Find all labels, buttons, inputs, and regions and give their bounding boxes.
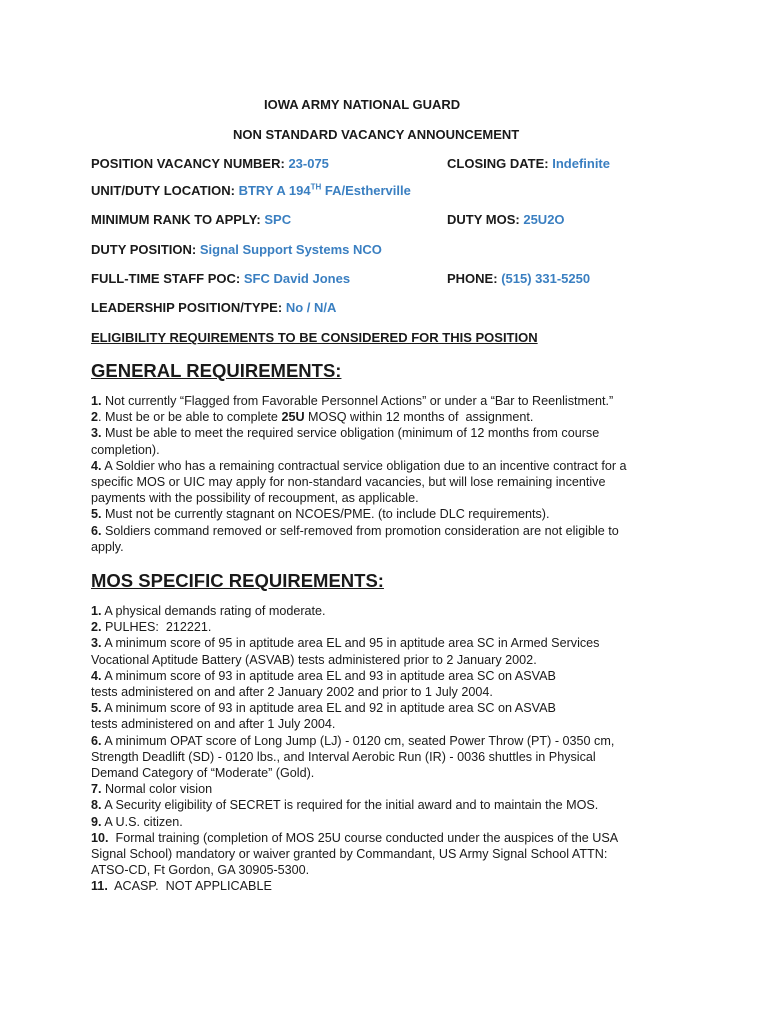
requirement-number: 5. <box>91 507 102 522</box>
position-value: Signal Support Systems NCO <box>199 242 382 257</box>
requirement-text: tests administered on and after 1 July 2004. <box>91 717 336 732</box>
requirement-line <box>91 716 691 732</box>
requirement-text: Soldiers command removed or self-removed from promotion consideration are not eligible to <box>101 523 619 538</box>
requirement-text: A minimum OPAT score of Long Jump (LJ) - 0120 cm, seated Power Throw (PT) - 0350 cm, <box>101 733 615 748</box>
requirement-line <box>91 393 691 409</box>
general-requirements-heading: GENERAL REQUIREMENTS: <box>91 360 342 381</box>
poc-label: FULL-TIME STAFF POC: <box>91 271 241 286</box>
requirement-number: 2 <box>91 410 99 425</box>
requirement-text: specific MOS or UIC may apply for non-standard vacancies, but will lose remaining incentive <box>91 475 606 490</box>
requirement-line <box>91 425 691 441</box>
requirement-line <box>91 409 691 425</box>
leadership-value: No / N/A <box>285 300 337 315</box>
requirement-text: ACASP. NOT APPLICABLE <box>107 879 272 894</box>
requirement-line <box>91 878 691 894</box>
requirement-text: A minimum score of 93 in aptitude area EL and 93 in aptitude area SC on ASVAB <box>101 668 556 683</box>
requirement-number: 11. <box>91 879 108 894</box>
rank-label: MINIMUM RANK TO APPLY: <box>91 212 261 227</box>
requirement-line <box>91 684 691 700</box>
requirement-line <box>91 668 691 684</box>
requirement-line <box>91 635 691 651</box>
rank-value: SPC <box>264 212 292 227</box>
requirement-number: 7. <box>91 782 102 797</box>
pvn-value: 23-075 <box>288 156 329 171</box>
requirement-text: Must be able to meet the required service obligation (minimum of 12 months from course <box>101 426 600 441</box>
requirement-text: Must not be currently stagnant on NCOES/PME. (to include DLC requirements). <box>101 507 550 522</box>
requirement-number: 6. <box>91 733 102 748</box>
requirement-line <box>91 523 691 539</box>
mos-requirements-list <box>91 603 691 895</box>
closing-date <box>447 156 610 171</box>
requirement-text: A minimum score of 93 in aptitude area EL and 92 in aptitude area SC on ASVAB <box>101 701 556 716</box>
requirement-line <box>91 765 691 781</box>
requirement-line <box>91 733 691 749</box>
requirement-text: A U.S. citizen. <box>101 814 183 829</box>
requirement-number: 10. <box>91 830 109 845</box>
requirement-line <box>91 749 691 765</box>
requirement-number: 3. <box>91 426 102 441</box>
requirement-line <box>91 862 691 878</box>
requirement-line <box>91 781 691 797</box>
minimum-rank <box>91 212 291 227</box>
requirement-text: ATSO-CD, Ft Gordon, GA 30905-5300. <box>91 863 310 878</box>
phone-value: (515) 331-5250 <box>501 271 591 286</box>
requirement-text: Vocational Aptitude Battery (ASVAB) tests administered prior to 2 January 2002. <box>91 652 537 667</box>
requirement-text: Demand Category of “Moderate” (Gold). <box>91 766 315 781</box>
full-time-staff-poc <box>91 271 350 286</box>
requirement-text: PULHES: 212221. <box>101 620 212 635</box>
position-label: DUTY POSITION: <box>91 242 197 257</box>
requirement-number: 3. <box>91 636 102 651</box>
requirement-text: Signal School) mandatory or waiver granted by Commandant, US Army Signal School ATTN: <box>91 847 608 862</box>
requirement-number: 4. <box>91 668 102 683</box>
requirement-text: Not currently “Flagged from Favorable Personnel Actions” or under a “Bar to Reenlistment.” <box>101 394 614 408</box>
requirement-line <box>91 490 691 506</box>
requirement-line <box>91 814 691 830</box>
requirement-number: 6. <box>91 523 102 538</box>
closing-value: Indefinite <box>552 156 610 171</box>
mos-label: DUTY MOS: <box>447 212 520 227</box>
requirement-line <box>91 619 691 635</box>
requirement-number: 1. <box>91 394 102 408</box>
poc-value: SFC David Jones <box>243 271 351 286</box>
requirement-line <box>91 506 691 522</box>
requirement-line <box>91 474 691 490</box>
requirement-text: A physical demands rating of moderate. <box>101 604 326 618</box>
leadership-label: LEADERSHIP POSITION/TYPE: <box>91 300 283 315</box>
unit-value: BTRY A 194TH FA/Estherville <box>238 182 411 198</box>
requirement-text: Strength Deadlift (SD) - 0120 lbs., and Interval Aerobic Run (IR) - 0036 shuttles in Physical <box>91 749 596 764</box>
requirement-text: tests administered on and after 2 January 2002 and prior to 1 July 2004. <box>91 685 493 700</box>
requirement-text: Formal training (completion of MOS 25U course conducted under the auspices of the USA <box>108 830 619 845</box>
requirement-line <box>91 797 691 813</box>
requirement-line <box>91 700 691 716</box>
general-requirements-list <box>91 393 691 555</box>
requirement-line <box>91 458 691 474</box>
document-title: NON STANDARD VACANCY ANNOUNCEMENT <box>233 127 520 142</box>
requirement-number: 4. <box>91 458 102 473</box>
requirement-text: . Must be or be able to complete <box>98 410 282 425</box>
requirement-text: apply. <box>91 539 124 554</box>
requirement-text: Normal color vision <box>101 782 213 797</box>
duty-mos <box>447 212 565 227</box>
requirement-text: completion). <box>91 442 160 457</box>
org-heading: IOWA ARMY NATIONAL GUARD <box>264 97 461 112</box>
requirement-number: 2. <box>91 620 102 635</box>
requirement-line <box>91 603 691 619</box>
requirement-line <box>91 539 691 555</box>
requirement-number: 5. <box>91 701 102 716</box>
requirement-line <box>91 846 691 862</box>
requirement-emphasis: 25U <box>281 410 305 425</box>
requirement-number: 8. <box>91 798 102 813</box>
unit-label: UNIT/DUTY LOCATION: <box>91 183 235 198</box>
requirement-text: A Soldier who has a remaining contractual service obligation due to an incentive contract for a <box>101 458 627 473</box>
leadership-position <box>91 300 336 315</box>
phone <box>447 271 590 286</box>
mos-value: 25U2O <box>523 212 565 227</box>
phone-label: PHONE: <box>447 271 498 286</box>
eligibility-heading: ELIGIBILITY REQUIREMENTS TO BE CONSIDERED FOR THIS POSITION <box>91 330 538 345</box>
position-vacancy-number <box>91 156 329 171</box>
requirement-line <box>91 442 691 458</box>
unit-duty-location <box>91 183 411 198</box>
requirement-text: payments with the possibility of recoupment, as applicable. <box>91 491 419 506</box>
requirement-number: 9. <box>91 814 102 829</box>
requirement-number: 1. <box>91 604 102 618</box>
closing-label: CLOSING DATE: <box>447 156 549 171</box>
requirement-text: A Security eligibility of SECRET is required for the initial award and to maintain the MOS. <box>101 798 599 813</box>
requirement-line <box>91 830 691 846</box>
duty-position <box>91 242 382 257</box>
requirement-line <box>91 652 691 668</box>
requirement-text-rest: MOSQ within 12 months of assignment. <box>304 410 534 425</box>
mos-requirements-heading: MOS SPECIFIC REQUIREMENTS: <box>91 570 384 591</box>
pvn-label: POSITION VACANCY NUMBER: <box>91 156 285 171</box>
requirement-text: A minimum score of 95 in aptitude area EL and 95 in aptitude area SC in Armed Services <box>101 636 600 651</box>
